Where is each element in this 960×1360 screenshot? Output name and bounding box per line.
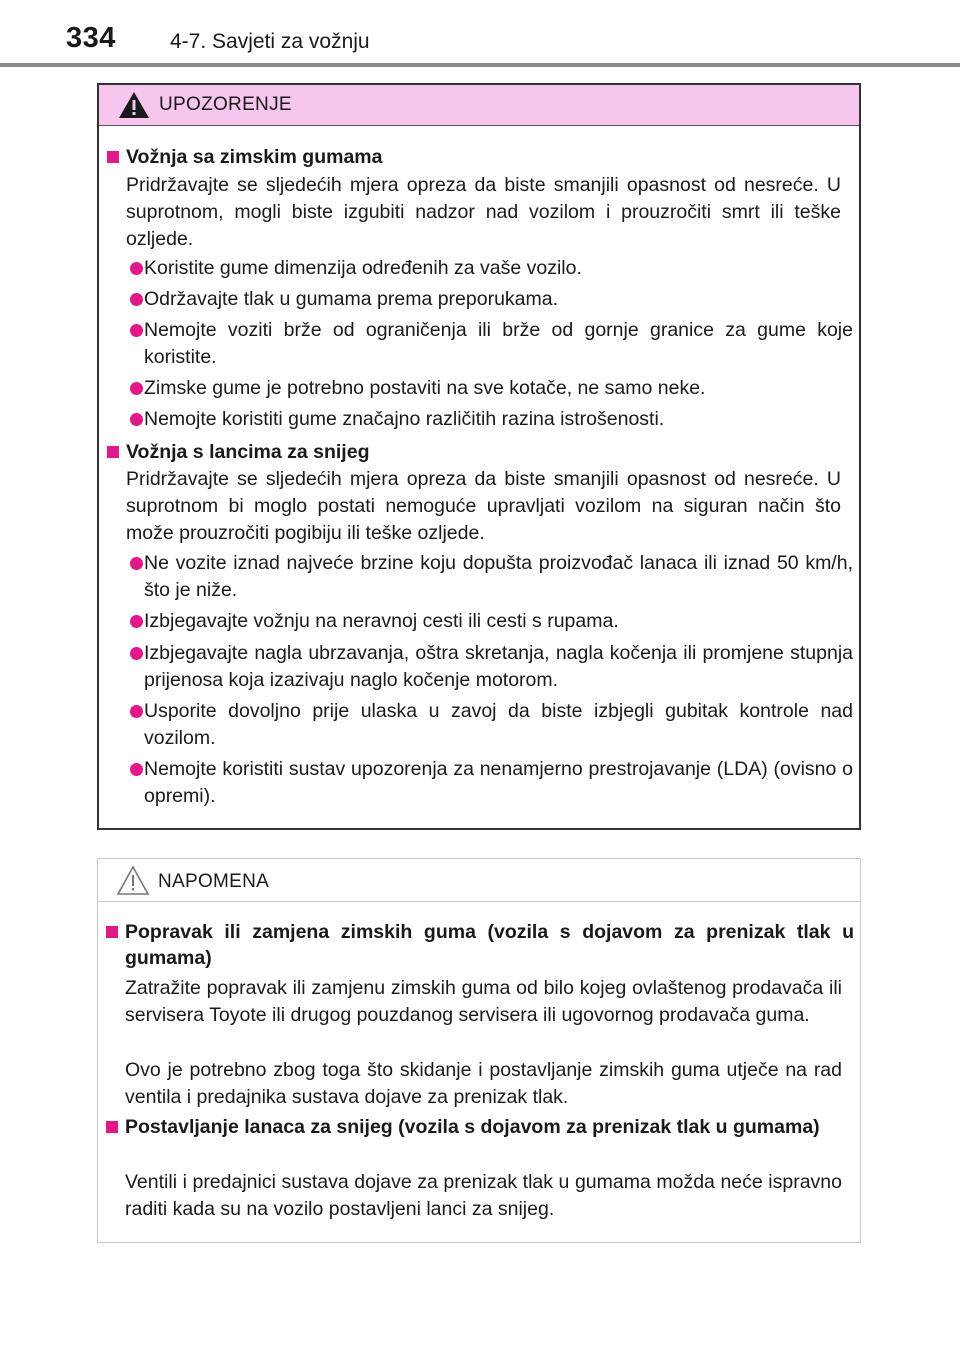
- header-rule: [0, 63, 960, 67]
- page-header: [0, 0, 960, 70]
- section-square-icon: [106, 1121, 118, 1133]
- warning-s2-intro: Pridržavajte se sljedećih mjera opreza da biste smanjili opasnost od nesreće. U suprotnom bi moglo postati nemoguće upravljati vozilom na siguran način što može prouzročiti pogibiju ili teške ozljede.: [126, 468, 841, 544]
- bullet-dot-icon: [130, 615, 143, 628]
- warning-s2-bullet: Izbjegavajte nagla ubrzavanja, oštra skretanja, nagla kočenja ili promjene stupnja prijenosa koja izazivaju naglo kočenje motorom.: [144, 642, 853, 691]
- notice-n1-paragraph: Zatražite popravak ili zamjenu zimskih guma od bilo kojeg ovlaštenog prodavača ili servisera Toyote ili drugog pouzdanog servisera ili ugovornog prodavača guma.: [125, 977, 842, 1026]
- notice-header: [98, 859, 860, 902]
- section-square-icon: [107, 151, 119, 163]
- warning-s2-heading: Vožnja s lancima za snijeg: [126, 441, 370, 463]
- bullet-dot-icon: [130, 293, 143, 306]
- page-number: 334: [66, 22, 116, 54]
- section-title: 4-7. Savjeti za vožnju: [170, 30, 370, 53]
- bullet-dot-icon: [130, 382, 143, 395]
- warning-box: [97, 83, 861, 830]
- bullet-dot-icon: [130, 262, 143, 275]
- bullet-dot-icon: [130, 647, 143, 660]
- warning-s2-bullet: Izbjegavajte vožnju na neravnoj cesti ili cesti s rupama.: [144, 610, 619, 632]
- warning-header: [99, 85, 859, 126]
- warning-s2-bullet: Ne vozite iznad najveće brzine koju dopušta proizvođač lanaca ili iznad 50 km/h, što je niže.: [144, 552, 853, 601]
- bullet-dot-icon: [130, 557, 143, 570]
- notice-title: NAPOMENA: [158, 871, 270, 892]
- warning-s2-bullet: Nemojte koristiti sustav upozorenja za nenamjerno prestrojavanje (LDA) (ovisno o opremi).: [144, 758, 853, 807]
- notice-box: [97, 858, 861, 1243]
- notice-n2-heading: Postavljanje lanaca za snijeg (vozila s dojavom za prenizak tlak u gumama): [125, 1116, 820, 1138]
- warning-s1-bullet: Nemojte voziti brže od ograničenja ili brže od gornje granice za gume koje koristite.: [144, 319, 853, 368]
- notice-n1-paragraph: Ovo je potrebno zbog toga što skidanje i postavljanje zimskih guma utječe na rad ventila i predajnika sustava dojave za prenizak tlak.: [125, 1059, 842, 1108]
- warning-s1-bullet: Nemojte koristiti gume značajno različitih razina istrošenosti.: [144, 408, 665, 430]
- warning-s1-intro: Pridržavajte se sljedećih mjera opreza da biste smanjili opasnost od nesreće. U suprotnom, mogli biste izgubiti nadzor nad vozilom i prouzročiti smrt ili teške ozljede.: [126, 174, 841, 250]
- bullet-dot-icon: [130, 413, 143, 426]
- warning-s1-bullet: Održavajte tlak u gumama prema preporukama.: [144, 288, 559, 310]
- bullet-dot-icon: [130, 705, 143, 718]
- section-square-icon: [107, 446, 119, 458]
- notice-triangle-icon: [116, 865, 150, 897]
- warning-s2-bullet: Usporite dovoljno prije ulaska u zavoj da biste izbjegli gubitak kontrole nad vozilom.: [144, 700, 853, 749]
- warning-s1-bullet: Koristite gume dimenzija određenih za vaše vozilo.: [144, 257, 582, 279]
- warning-s1-heading: Vožnja sa zimskim gumama: [126, 146, 383, 168]
- bullet-dot-icon: [130, 763, 143, 776]
- section-square-icon: [106, 926, 118, 938]
- notice-n1-heading: Popravak ili zamjena zimskih guma (vozila s dojavom za prenizak tlak u gumama): [125, 921, 854, 969]
- warning-title: UPOZORENJE: [159, 94, 292, 115]
- notice-n2-paragraph: Ventili i predajnici sustava dojave za prenizak tlak u gumama možda neće ispravno raditi kada su na vozilo postavljeni lanci za snijeg.: [125, 1171, 842, 1220]
- bullet-dot-icon: [130, 324, 143, 337]
- warning-triangle-icon: [117, 90, 151, 120]
- warning-s1-bullet: Zimske gume je potrebno postaviti na sve kotače, ne samo neke.: [144, 377, 706, 399]
